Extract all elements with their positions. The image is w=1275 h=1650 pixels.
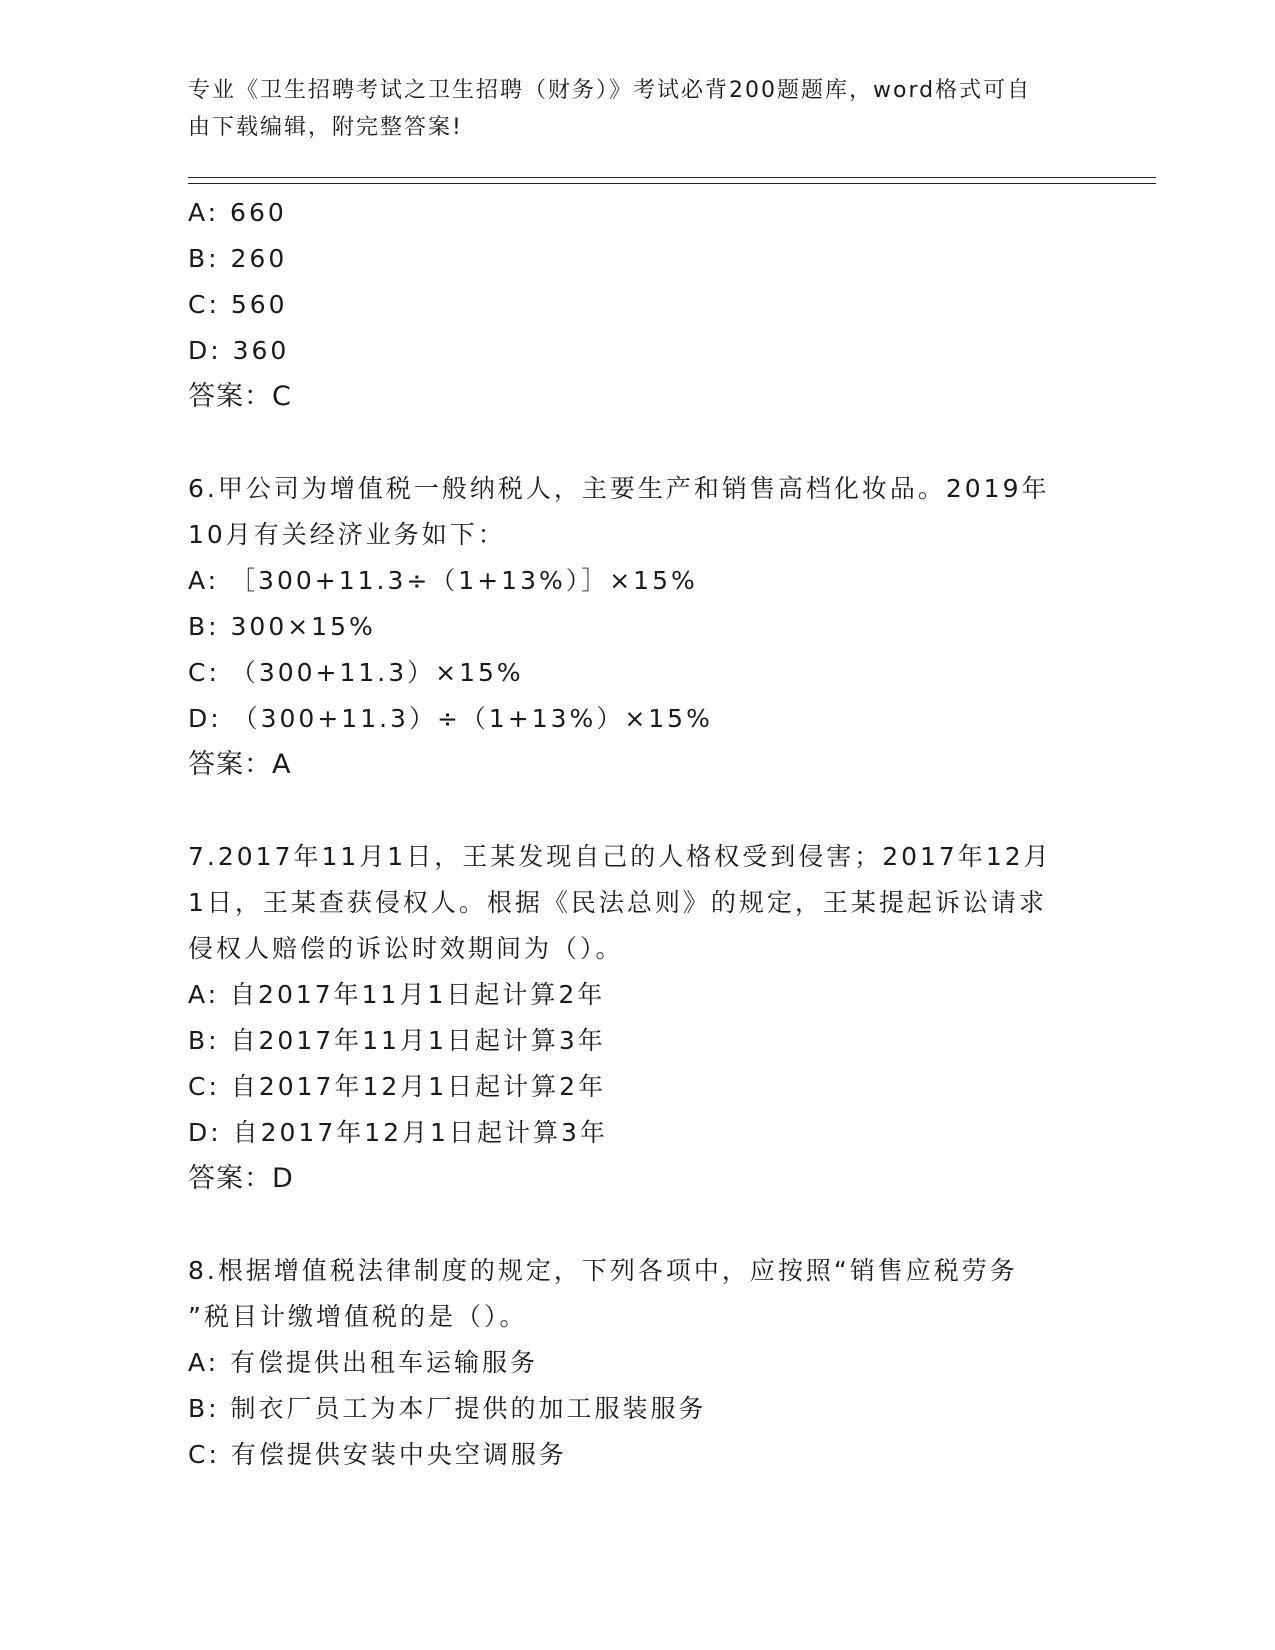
- document-body: [188, 190, 1088, 1478]
- question-text: [188, 1248, 1088, 1340]
- answer: 答案：C: [188, 381, 292, 412]
- option-c: C: 560: [188, 290, 288, 319]
- answer: 答案：D: [188, 1163, 294, 1194]
- spacer: [188, 420, 1088, 466]
- option-a: A: ［300+11.3÷（1+13%）］×15%: [188, 566, 698, 595]
- option-a: A: 自2017年11月1日起计算2年: [188, 980, 606, 1009]
- question-text-line: 1日，王某查获侵权人。根据《民法总则》的规定，王某提起诉讼请求: [188, 888, 1047, 917]
- spacer: [188, 1202, 1088, 1248]
- question-6: [188, 466, 1088, 788]
- option-d: D: 360: [188, 336, 290, 365]
- question-text-line: ”税目计缴增值税的是（）。: [188, 1302, 528, 1331]
- option-a: A: 有偿提供出租车运输服务: [188, 1348, 539, 1377]
- question-text-line: 侵权人赔偿的诉讼时效期间为（）。: [188, 934, 624, 963]
- question-text-line: 10月有关经济业务如下：: [188, 520, 506, 549]
- header-rule-top: [188, 177, 1156, 178]
- option-d: D: 自2017年12月1日起计算3年: [188, 1118, 608, 1147]
- option-b: B: 260: [188, 244, 288, 273]
- question-7: [188, 834, 1088, 1202]
- question-5: [188, 190, 1088, 420]
- question-text: [188, 466, 1088, 558]
- option-c: C: 有偿提供安装中央空调服务: [188, 1440, 567, 1469]
- question-8: [188, 1248, 1088, 1478]
- header-line-2: 由下载编辑，附完整答案!: [188, 115, 463, 140]
- option-c: C: （300+11.3）×15%: [188, 658, 524, 687]
- document-header: [188, 72, 1068, 146]
- header-rule-bottom: [188, 183, 1156, 184]
- option-b: B: 300×15%: [188, 612, 376, 641]
- option-c: C: 自2017年12月1日起计算2年: [188, 1072, 607, 1101]
- option-a: A: 660: [188, 198, 287, 227]
- question-text-line: 8.根据增值税法律制度的规定，下列各项中，应按照“销售应税劳务: [188, 1256, 1018, 1285]
- question-text-line: 7.2017年11月1日，王某发现自己的人格权受到侵害；2017年12月: [188, 842, 1052, 871]
- question-text: [188, 834, 1088, 972]
- option-b: B: 自2017年11月1日起计算3年: [188, 1026, 606, 1055]
- option-d: D: （300+11.3）÷（1+13%）×15%: [188, 704, 713, 733]
- answer: 答案：A: [188, 749, 292, 780]
- header-line-1: 专业《卫生招聘考试之卫生招聘（财务）》考试必背200题题库，word格式可自: [188, 78, 1032, 103]
- question-text-line: 6.甲公司为增值税一般纳税人，主要生产和销售高档化妆品。2019年: [188, 474, 1050, 503]
- option-b: B: 制衣厂员工为本厂提供的加工服装服务: [188, 1394, 707, 1423]
- spacer: [188, 788, 1088, 834]
